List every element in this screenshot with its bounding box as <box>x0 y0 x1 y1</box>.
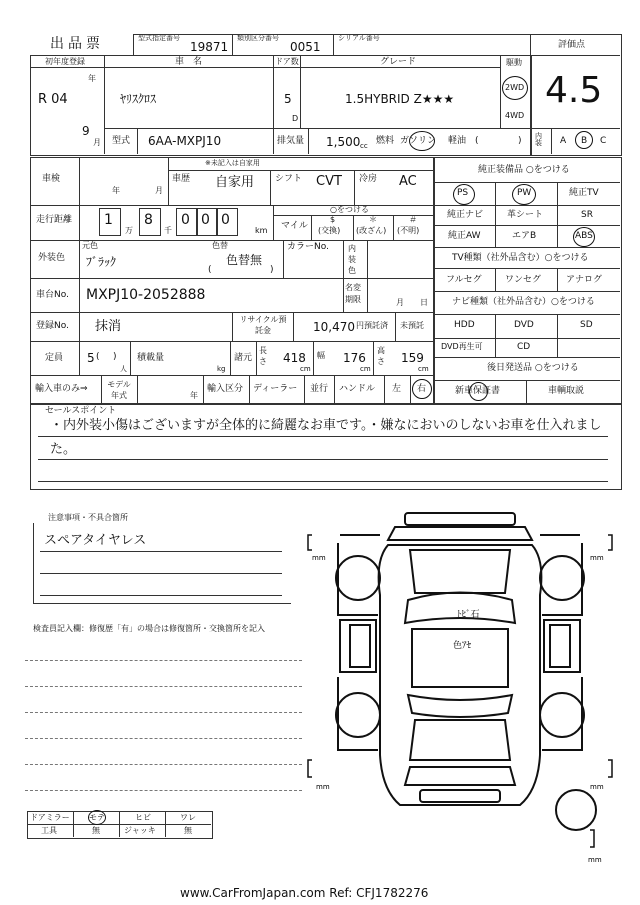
later-warranty-circle <box>469 382 488 401</box>
notes-label: 注意事項・不具合箇所 <box>48 513 128 522</box>
interior-b: B <box>581 136 588 146</box>
model-value: 6AA-MXPJ10 <box>148 134 222 148</box>
player-cd: CD <box>517 342 531 352</box>
model-label: 型式 <box>112 136 131 146</box>
orig-color-label: 元色 <box>82 241 98 250</box>
width-value: 176 <box>343 351 366 365</box>
equip-title: 純正装備品 ○をつける <box>478 165 570 175</box>
handle-right-circle <box>412 379 432 399</box>
mirror-scratch: モテ <box>89 813 105 822</box>
km-unit: km <box>255 226 268 235</box>
grade-value: 1.5HYBRID Z★★★ <box>345 92 455 106</box>
fuel-paren-open: ( <box>475 136 479 146</box>
sales-point-line2: た。 <box>50 442 77 457</box>
drive-4wd: 4WD <box>505 111 525 120</box>
drive-2wd-circle <box>502 76 528 100</box>
repaint-paren-close: ) <box>270 265 274 275</box>
recycle-unpaid: 未預託 <box>400 321 424 330</box>
mark-fade: 色ｱｾ <box>453 641 472 651</box>
inspector-label: 検査員記入欄：修復歴「有」の場合は修復箇所・交換箇所を記入 <box>33 624 265 633</box>
interior-a: A <box>560 136 567 146</box>
unknown-sym: ＃ <box>409 215 417 224</box>
man-unit: 万 <box>125 226 133 235</box>
tire-rear-left-icon <box>336 693 380 737</box>
later-manual: 車輌取説 <box>548 386 585 396</box>
equip-abs-circle <box>573 227 595 247</box>
tire-front-right-icon <box>540 556 584 600</box>
recycle-unit: 円預託済 <box>356 321 388 330</box>
import-label: 輸入車のみ⇒ <box>35 384 88 394</box>
tv-analog: アナログ <box>566 275 603 285</box>
first-reg-month: 9 <box>82 124 90 138</box>
capacity-label: 定員 <box>45 353 64 363</box>
height-label: 高さ <box>377 346 385 366</box>
exchange-label: (交換) <box>318 226 341 235</box>
navi-hdd: HDD <box>454 320 475 330</box>
ac-label: 冷房 <box>359 174 378 184</box>
tv-title: TV種類（社外品含む）○をつける <box>452 253 589 263</box>
first-reg-year-unit: 年 <box>88 74 96 83</box>
jack-label: ジャッキ <box>124 826 156 835</box>
drive-label: 駆動 <box>506 58 522 67</box>
color-no-label: カラーNo. <box>287 242 329 252</box>
dim-label: 諸元 <box>234 353 253 363</box>
mm-rr: mm <box>590 783 604 791</box>
person-unit: 人 <box>120 365 127 373</box>
repaint-label: 色替 <box>212 241 228 250</box>
tire-rear-right-icon <box>540 693 584 737</box>
inspection-month-unit: 月 <box>155 186 163 195</box>
mileage-label: 走行距離 <box>36 215 73 225</box>
model-cert-no: 19871 <box>190 40 229 54</box>
equip-aw: 純正AW <box>448 231 481 241</box>
equip-abs: ABS <box>575 231 593 241</box>
circle-note: ○をつける <box>330 205 369 214</box>
mm-fr: mm <box>590 554 604 562</box>
mark-chip: ﾄﾋﾞ石 <box>457 610 480 620</box>
exchange-sym: $ <box>330 215 336 224</box>
mile-label: マイル <box>281 221 308 231</box>
mm-spare: mm <box>588 856 602 864</box>
mileage-digit-3: 0 <box>181 212 190 228</box>
car-name: ﾔﾘｽｸﾛｽ <box>120 92 157 106</box>
player-label: DVD再生可 <box>441 342 483 351</box>
doors-type: D <box>292 114 299 123</box>
displacement-value: 1,500 <box>326 135 361 149</box>
navi-sd: SD <box>580 320 593 330</box>
equip-pw: PW <box>517 188 532 198</box>
tire-front-left-icon <box>336 556 380 600</box>
inspection-label: 車検 <box>42 174 61 184</box>
orig-color-value: ﾌﾞﾗｯｸ <box>86 255 117 269</box>
shift-label: シフト <box>275 174 303 184</box>
recycle-amount: 10,470 <box>313 320 355 334</box>
length-label: 長さ <box>259 346 267 366</box>
shift-value: CVT <box>316 174 342 189</box>
tools-label: 工具 <box>41 826 57 835</box>
fuel-diesel: 軽油 <box>448 136 467 146</box>
tools-value: 無 <box>92 826 100 835</box>
handle-right: 右 <box>417 384 427 394</box>
height-value: 159 <box>401 351 424 365</box>
fuel-gas-circle <box>409 131 435 151</box>
repaint-paren-open: ( <box>208 265 212 275</box>
kg-unit: kg <box>217 365 226 373</box>
inspection-year-unit: 年 <box>112 186 120 195</box>
mm-rl: mm <box>316 783 330 791</box>
type-value: 自家用 <box>215 175 255 190</box>
import-cat-label: 輸入区分 <box>207 384 244 394</box>
navi-dvd: DVD <box>514 320 534 330</box>
dealer-option: ディーラー <box>253 384 298 394</box>
chassis-value: MXPJ10-2052888 <box>86 287 206 303</box>
tv-oneseg: ワンセグ <box>505 275 542 285</box>
later-title: 後日発送品 ○をつける <box>487 363 579 373</box>
navi-title: ナビ種類（社外品含む）○をつける <box>452 297 595 307</box>
width-label: 幅 <box>317 351 325 360</box>
load-label: 積載量 <box>137 353 165 363</box>
equip-leather: 革シート <box>507 210 544 220</box>
jack-value: 無 <box>184 826 192 835</box>
equip-tv: 純正TV <box>569 188 599 198</box>
first-reg-era: R 04 <box>38 92 68 107</box>
mm-fl: mm <box>312 554 326 562</box>
type-label: 車歴 <box>172 174 191 184</box>
unknown-label: (不明) <box>397 226 420 235</box>
serial-label: シリアル番号 <box>338 34 380 42</box>
mileage-digit-5: 0 <box>221 212 230 228</box>
length-value: 418 <box>283 351 306 365</box>
doors-value: 5 <box>284 92 292 106</box>
interior-c: C <box>600 136 607 146</box>
score-label: 評価点 <box>558 40 586 50</box>
chassis-label: 車台No. <box>36 290 69 300</box>
tv-fullseg: フルセグ <box>446 275 482 285</box>
spare-tire-icon <box>556 790 596 830</box>
sales-point-line1: ・内外装小傷はございますが全体的に綺麗なお車です。・嫌なにおいのしないお車を仕入れまし <box>50 418 602 433</box>
mileage-digit-2: 8 <box>144 212 153 228</box>
doors-label: ドア数 <box>275 57 299 66</box>
interior-b-circle <box>575 131 593 149</box>
displacement-label: 排気量 <box>277 136 305 146</box>
reg-no-value: 抹消 <box>95 319 122 334</box>
first-reg-label: 初年度登録 <box>45 57 85 66</box>
fuel-gas: ガソリン <box>400 136 437 146</box>
title-expiry-label: 名変期限 <box>345 283 361 304</box>
repaint-value: 色替無 <box>226 253 263 267</box>
model-cert-label: 型式指定番号 <box>138 34 180 42</box>
mirror-label: ドアミラー <box>30 813 70 822</box>
capacity-value: 5 <box>87 351 95 365</box>
model-year-unit: 年 <box>190 391 198 400</box>
handle-left: 左 <box>392 384 402 394</box>
displacement-unit: cc <box>360 142 368 150</box>
model-year-label: モデル年式 <box>107 380 131 400</box>
fuel-label: 燃料 <box>376 136 395 146</box>
mirror-crack: ヒビ <box>135 813 151 822</box>
score-value: 4.5 <box>545 70 603 111</box>
category-label: 類別区分番号 <box>237 34 279 42</box>
modified-sym: ＊ <box>369 215 377 224</box>
notes-line1: スペアタイヤレス <box>44 533 147 548</box>
mirror-break: ワレ <box>180 813 196 822</box>
sen-unit: 千 <box>164 226 172 235</box>
parallel-option: 並行 <box>310 384 329 394</box>
length-unit: cm <box>300 365 311 373</box>
equip-sr: SR <box>581 210 593 220</box>
page-title: 出品票 <box>50 36 104 52</box>
equip-pw-circle <box>512 184 536 205</box>
equip-ps-circle <box>453 184 475 205</box>
later-warranty: 新車保証書 <box>455 386 501 396</box>
reg-no-label: 登録No. <box>36 321 69 331</box>
color-label: 外装色 <box>38 253 66 263</box>
grade-label: グレード <box>380 57 417 67</box>
modified-label: (改ざん) <box>356 226 387 235</box>
category-no: 0051 <box>290 40 321 54</box>
mileage-digit-1: 1 <box>104 212 113 228</box>
equip-navi: 純正ナビ <box>447 210 484 220</box>
sales-point-label: セールスポイント <box>45 406 117 416</box>
handle-label: ハンドル <box>339 384 376 394</box>
drive-2wd: 2WD <box>505 83 525 92</box>
interior-color-label: 内装色 <box>348 244 356 275</box>
width-unit: cm <box>360 365 371 373</box>
equip-ps: PS <box>457 188 469 198</box>
ac-value: AC <box>399 174 417 189</box>
recycle-label: リサイクル預託金 <box>239 315 287 335</box>
mirror-scratch-circle <box>88 810 106 825</box>
interior-label: 内装 <box>535 132 542 147</box>
title-expiry-month: 月 <box>396 298 404 307</box>
footer-text[interactable]: www.CarFromJapan.com Ref: CFJ1782276 <box>180 886 429 900</box>
equip-airbag: エアB <box>512 231 537 241</box>
car-diagram <box>300 505 620 875</box>
height-unit: cm <box>418 365 429 373</box>
car-name-label: 車 名 <box>175 57 203 67</box>
first-reg-month-unit: 月 <box>93 138 101 147</box>
mileage-digit-4: 0 <box>201 212 210 228</box>
title-expiry-day: 日 <box>420 298 428 307</box>
fuel-paren-close: ) <box>518 136 522 146</box>
